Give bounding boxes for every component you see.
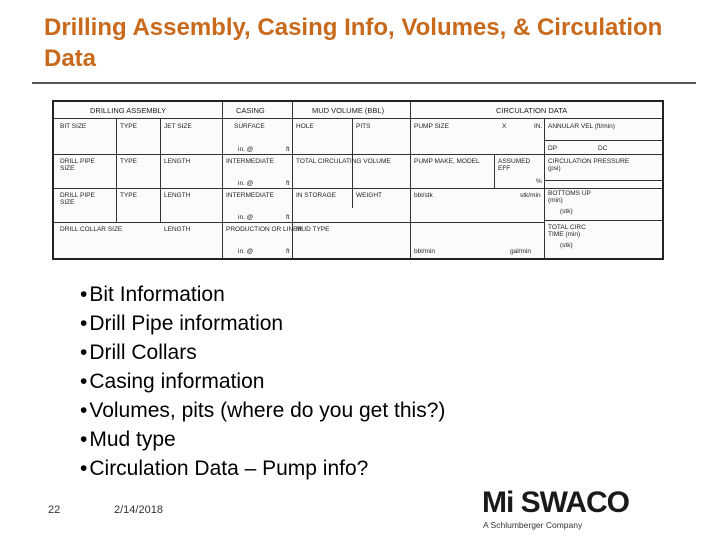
- form-grid-line: [292, 102, 293, 258]
- logo-swaco: SWACO: [520, 486, 630, 519]
- field-pump-make-model: PUMP MAKE, MODEL: [414, 158, 480, 165]
- unit-in-at: in. @: [238, 248, 254, 255]
- unit-stk: (stk): [560, 242, 573, 249]
- field-mud-type: MUD TYPE: [296, 226, 330, 233]
- form-grid-line: [160, 118, 161, 222]
- logo-tagline: A Schlumberger Company: [483, 520, 583, 530]
- header-casing: CASING: [236, 106, 265, 115]
- form-grid-line: [54, 188, 662, 189]
- form-grid-line: [222, 102, 223, 258]
- field-intermediate: INTERMEDIATE: [226, 192, 274, 199]
- form-grid-line: [544, 220, 662, 221]
- bullet-item: • Drill Pipe information: [80, 309, 445, 338]
- field-length: LENGTH: [164, 226, 191, 233]
- field-in: IN.: [534, 123, 543, 130]
- form-grid-line: [54, 154, 662, 155]
- unit-percent: %: [536, 178, 542, 185]
- unit-bbl-min: bbl/min: [414, 248, 435, 255]
- field-dc: DC: [598, 145, 608, 152]
- unit-ft: ft: [286, 214, 290, 221]
- field-hole: HOLE: [296, 123, 314, 130]
- field-intermediate: INTERMEDIATE: [226, 158, 274, 165]
- unit-in-at: in. @: [238, 146, 254, 153]
- unit-bbl-stk: bbl/stk: [414, 192, 433, 199]
- field-pump-size: PUMP SIZE: [414, 123, 449, 130]
- form-grid-line: [410, 102, 411, 258]
- field-length: LENGTH: [164, 192, 191, 199]
- form-grid-line: [54, 222, 544, 223]
- header-circulation-data: CIRCULATION DATA: [496, 106, 568, 115]
- unit-stk: (stk): [560, 208, 573, 215]
- bullet-item: • Circulation Data – Pump info?: [80, 454, 445, 483]
- field-dp: DP: [548, 145, 558, 152]
- field-bit-size: BIT SIZE: [60, 123, 87, 130]
- field-weight: WEIGHT: [356, 192, 382, 199]
- header-drilling-assembly: DRILLING ASSEMBLY: [90, 106, 167, 115]
- form-grid-line: [54, 118, 662, 119]
- field-bottoms-up: BOTTOMS UP (min): [548, 190, 591, 204]
- slide-date: 2/14/2018: [114, 504, 163, 516]
- mud-report-form: [52, 100, 664, 260]
- bullet-item: • Mud type: [80, 425, 445, 454]
- field-circulation-pressure: CIRCULATION PRESSURE (psi): [548, 158, 630, 172]
- bullet-item: • Volumes, pits (where do you get this?): [80, 396, 445, 425]
- field-type: TYPE: [120, 158, 137, 165]
- bullet-item: • Casing information: [80, 367, 445, 396]
- title-divider: [32, 82, 696, 84]
- field-pits: PITS: [356, 123, 371, 130]
- form-grid-line: [494, 154, 495, 188]
- bullet-item: • Bit Information: [80, 280, 445, 309]
- field-x: X: [502, 123, 507, 130]
- field-drill-pipe-size: DRILL PIPE SIZE: [60, 192, 95, 206]
- field-surface: SURFACE: [234, 123, 265, 130]
- field-jet-size: JET SIZE: [164, 123, 192, 130]
- field-type: TYPE: [120, 123, 137, 130]
- unit-in-at: in. @: [238, 180, 254, 187]
- field-total-circ-time: TOTAL CIRC TIME (min): [548, 224, 586, 238]
- form-grid-line: [544, 118, 545, 258]
- unit-in-at: in. @: [238, 214, 254, 221]
- field-in-storage: IN STORAGE: [296, 192, 336, 199]
- slide-number: 22: [48, 504, 61, 516]
- field-annular-vel: ANNULAR VEL (ft/min): [548, 123, 615, 130]
- field-drill-pipe-size: DRILL PIPE SIZE: [60, 158, 95, 172]
- unit-ft: ft: [286, 248, 290, 255]
- unit-ft: ft: [286, 180, 290, 187]
- miswaco-logo: [482, 486, 696, 532]
- field-total-circulating-volume: TOTAL CIRCULATING VOLUME: [296, 158, 391, 165]
- form-grid-line: [544, 180, 662, 181]
- logo-wordmark: [482, 486, 629, 520]
- logo-mi: Mi: [482, 486, 514, 519]
- field-assumed-eff: ASSUMED EFF: [498, 158, 531, 172]
- unit-stk-min: stk/min: [520, 192, 541, 199]
- form-grid-line: [544, 140, 662, 141]
- unit-ft: ft: [286, 146, 290, 153]
- field-drill-collar-size: DRILL COLLAR SIZE: [60, 226, 123, 233]
- form-grid-line: [116, 118, 117, 222]
- field-length: LENGTH: [164, 158, 191, 165]
- slide-title: Drilling Assembly, Casing Info, Volumes, & Circulation Data: [44, 14, 663, 72]
- unit-gal-min: gal/min: [510, 248, 531, 255]
- header-mud-volume: MUD VOLUME (BBL): [312, 106, 385, 115]
- bullet-list: [80, 280, 445, 483]
- field-production-or-liner: PRODUCTION OR LINER: [226, 226, 303, 233]
- field-type: TYPE: [120, 192, 137, 199]
- bullet-item: • Drill Collars: [80, 338, 445, 367]
